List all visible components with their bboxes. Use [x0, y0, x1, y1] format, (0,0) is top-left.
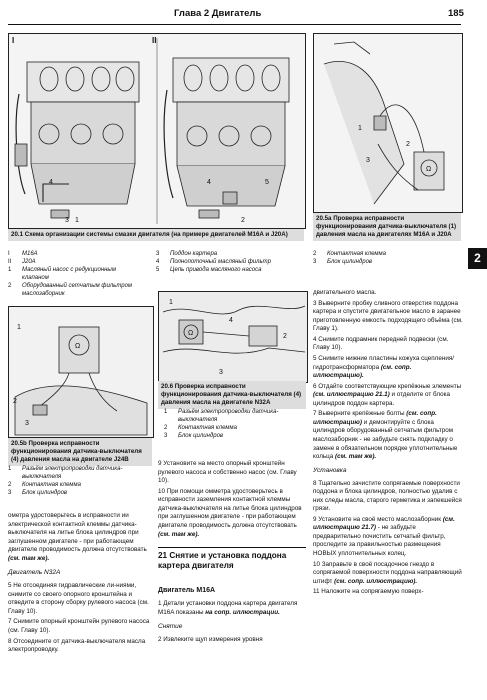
section-21-rule	[158, 547, 306, 548]
legend-item: 5 Цепь привода масляного насоса	[156, 266, 262, 273]
svg-text:5: 5	[265, 179, 269, 186]
paragraph: 9 Установите на своё место маслозаборник (см. иллюстрацию 21.7) - не забудьте предварительно почистить сетчатый фильтр, проследите за правильностью размещения НОВЫХ уплотнительных колец.	[313, 515, 455, 558]
paragraph: 5 Снимите нижние пластины кожуха сцепления/гидротрансформатора (см. сопр. иллюстрацию).	[313, 354, 454, 380]
legend-item: 3 Блок цилиндров	[164, 432, 224, 439]
legend-item: 2 Контактная клемма	[313, 251, 386, 257]
legend-item: 1 Разъём электропроводки датчика-	[8, 466, 123, 472]
engine-lubrication-drawing	[9, 34, 305, 228]
paragraph: 2 Извлеките щуп измерения уровня	[158, 635, 263, 643]
n32a-test-drawing	[159, 292, 307, 382]
svg-text:4: 4	[207, 179, 211, 186]
figure-20-5a-legend	[313, 251, 461, 267]
paragraph: 6 Отдайте соответствующие крепёжные элементы (см. иллюстрацию 21.1) и отделите от блока цилиндров поддон картера.	[313, 382, 462, 407]
svg-text:1: 1	[358, 125, 362, 132]
legend-item: 1 Разъём электропроводки датчика-	[164, 409, 279, 415]
figure-20-1-legend-left	[8, 251, 148, 298]
install-heading: Установка	[313, 466, 347, 474]
legend-item: 3 Блок цилиндров	[8, 489, 68, 496]
paragraph: 8 Тщательно зачистите сопрягаемые поверхности поддона и блока цилиндров, полностью удалив с них следы масла, старого герметика и запекшейся грязи.	[313, 479, 462, 513]
engine-label: Двигатель N32A	[8, 569, 61, 577]
legend-item: 2 Оборудованный сетчатым фильтром	[8, 282, 133, 289]
legend-item: выключателя	[22, 473, 62, 480]
svg-text:2: 2	[406, 141, 410, 148]
figure-panel-ii-label: II	[152, 36, 157, 45]
legend-item: 3 Поддон картера	[156, 251, 218, 257]
chapter-tab: 2	[468, 248, 487, 269]
svg-text:Ω: Ω	[426, 166, 432, 173]
paragraph: 3 Выверните пробку сливного отверстия поддона картера и спустите двигательное масло в заранее приготовленную емкость подходящего объёма (см. Главу 1).	[313, 299, 463, 333]
column-2-text	[158, 460, 306, 541]
svg-text:2: 2	[241, 217, 245, 224]
legend-item: 2 Контактная клемма	[164, 424, 237, 431]
legend-item: выключателя	[178, 416, 218, 423]
legend-item: I M16A	[8, 251, 38, 257]
paragraph: двигательного масла.	[313, 289, 377, 296]
column-3-text	[313, 289, 463, 599]
figure-20-6-legend	[164, 409, 306, 441]
figure-20-6-pressure-switch-test	[158, 291, 308, 383]
column-1-text	[8, 512, 152, 657]
column-2-text-lower	[158, 600, 306, 647]
svg-text:Ω: Ω	[188, 330, 194, 337]
engine-subhead: Двигатель M16A	[158, 587, 216, 594]
figure-20-6-caption: 20.6 Проверка исправности функционирования датчика-выключателя (4) давления масла на двигателе N32A	[158, 381, 306, 409]
paragraph: ометра удостоверьтесь в исправности ии электрической контактной клеммы датчика-выключателя на литье блока цилиндров при заглушенном двигателе - при работающем двигателе проводимость должна отсутствовать (см. там же).	[8, 512, 147, 562]
paragraph: 9 Установите на место опорный кронштейн рулевого насоса и собственно насос (см. Главу 10).	[158, 460, 297, 485]
paragraph: 7 Снимите опорный кронштейн рулевого насоса (см. Главу 10).	[8, 618, 150, 635]
svg-text:3: 3	[219, 369, 223, 376]
removal-heading: Снятие	[158, 623, 183, 631]
legend-item: 4 Полнопоточный масляный фильтр	[156, 258, 271, 265]
paragraph: 4 Снимите подрамник передней подвески (см. Главу 10).	[313, 335, 449, 352]
paragraph: 8 Отсоедините от датчика-выключателя масла электропроводку.	[8, 637, 146, 654]
svg-text:3: 3	[65, 217, 69, 224]
svg-text:4: 4	[49, 179, 53, 186]
paragraph: 1 Детали установки поддона картера двигателя M16A показаны на сопр. иллюстрации.	[158, 600, 298, 616]
figure-20-5b-legend	[8, 466, 152, 498]
svg-text:3: 3	[25, 420, 29, 427]
paragraph: 5 Не отсоединяя гидравлические ли-ниями, снимите со своего опорного кронштейна и отведите в сторону сборку рулевого насоса (см. Главу 10).	[8, 582, 149, 615]
header-rule	[8, 24, 461, 25]
svg-text:1: 1	[75, 217, 79, 224]
ohmmeter-test-drawing	[314, 34, 462, 212]
legend-item: II J20A	[8, 258, 36, 265]
figure-20-1-caption: 20.1 Схема организации системы смазки двигателя (на примере двигателей M16A и J20A)	[8, 229, 304, 241]
section-21-title: 21 Снятие и установка поддона картера двигателя	[158, 551, 287, 570]
legend-item: 3 Блок цилиндров	[313, 258, 373, 265]
figure-20-1-legend-right	[156, 251, 304, 275]
svg-text:1: 1	[169, 299, 173, 306]
paragraph: 11 Наложите на сопрягаемую поверх-	[313, 588, 424, 596]
svg-text:4: 4	[229, 317, 233, 324]
chapter-title: Глава 2 Двигатель	[174, 8, 262, 19]
legend-item: 2 Контактная клемма	[8, 481, 81, 488]
figure-20-5a-caption: 20.5а Проверка исправности функционирования датчика-выключателя (1) давления масла на двигателях M16A и J20A	[313, 213, 461, 241]
paragraph: 10 При помощи омметра удостоверьтесь в исправности заземления контактной клеммы датчика-выключателя на литье блока цилиндров при заглушенном двигателе - при работающем двигателе проводимость должна отсутствовать (см. там же).	[158, 487, 302, 538]
figure-20-1-engine-lubrication	[8, 33, 306, 229]
legend-item: маслозаборник	[22, 290, 65, 297]
page-number: 185	[448, 8, 464, 19]
legend-item: 1 Масляный насос с редукционным	[8, 266, 116, 273]
svg-text:3: 3	[366, 157, 370, 164]
figure-20-5a-pressure-switch-test	[313, 33, 463, 213]
svg-text:2: 2	[13, 398, 17, 405]
paragraph: 7 Выверните крепёжные болты (см. сопр. иллюстрацию) и демонтируйте с блока цилиндров оборудованный сетчатым фильтром маслозаборник - не забудьте снять подкладку о замене в обязательном порядке уплотнительные кольца (см. там же).	[313, 410, 458, 461]
legend-item: клапаном	[22, 274, 49, 281]
figure-20-5b-pressure-switch-test	[8, 306, 154, 438]
svg-text:Ω: Ω	[75, 343, 81, 350]
paragraph: 10 Заправьте в своё посадочное гнездо в сопрягаемой поверхности поддона направляющий штифт (см. сопр. иллюстрацию).	[313, 560, 462, 585]
svg-text:1: 1	[17, 324, 21, 331]
figure-20-5b-caption: 20.5b Проверка исправности функционирования датчика-выключателя (4) давления масла на двигателе J24B	[8, 438, 152, 466]
figure-panel-i-label: I	[12, 36, 15, 45]
svg-text:2: 2	[283, 333, 287, 340]
j24b-test-drawing	[9, 307, 153, 437]
